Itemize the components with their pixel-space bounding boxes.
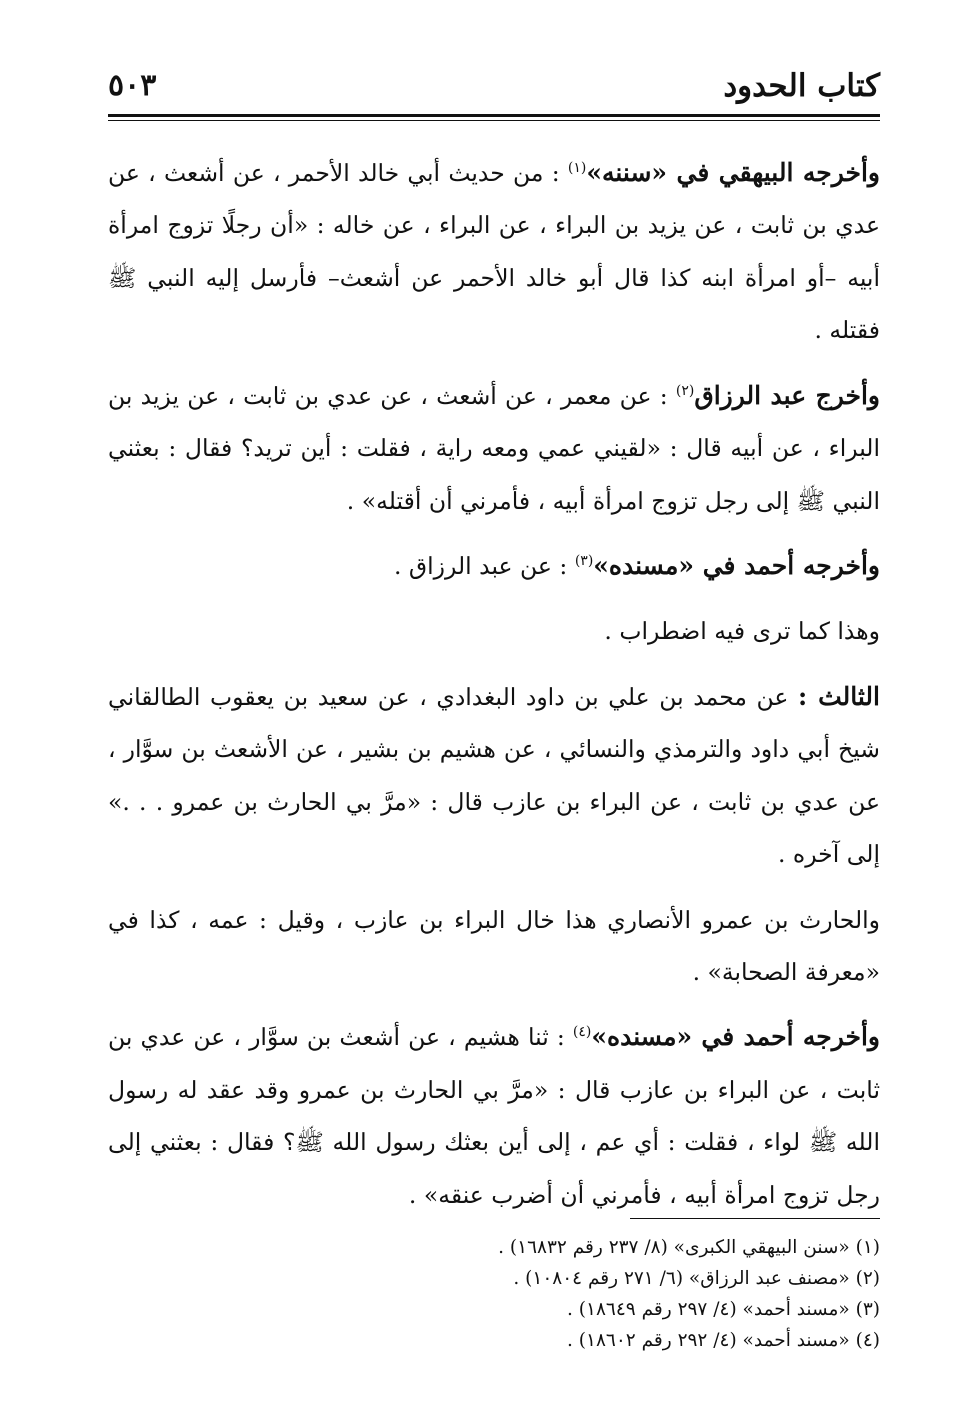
paragraph: [108, 535, 880, 592]
header-rule-thick: [108, 114, 880, 117]
paragraph: [108, 889, 880, 999]
footnote: (٣) «مسند أحمد» (٤/ ٢٩٧ رقم ١٨٦٤٩) .: [567, 1299, 880, 1320]
book-page: [108, 60, 880, 1351]
footnote-ref: (٢): [675, 382, 695, 399]
footnote-separator: [630, 1218, 880, 1219]
paragraph-lead: وأخرجه أحمد في «مسنده»: [593, 550, 880, 580]
paragraph-text: والحارث بن عمرو الأنصاري هذا خال البراء بن عازب ، وقيل : عمه ، كذا في «معرفة الصحابة» .: [108, 905, 880, 986]
paragraph: [108, 666, 880, 881]
page-header: [108, 60, 880, 108]
paragraph-text: : عن عبد الرزاق .: [393, 551, 575, 580]
footnote-ref: (٤): [572, 1024, 592, 1041]
footnote: (٤) «مسند أحمد» (٤/ ٢٩٢ رقم ١٨٦٠٢) .: [567, 1330, 880, 1351]
page-number: ٥٠٣: [108, 68, 157, 103]
header-rule-thin: [108, 120, 880, 121]
paragraph: [108, 1006, 880, 1221]
footnote: (١) «سنن البيهقي الكبرى» (٨/ ٢٣٧ رقم ١٦٨٣٢) .: [498, 1237, 880, 1258]
footnote-ref: (٣): [574, 553, 594, 570]
paragraph-text: : من حديث أبي خالد الأحمر ، عن أشعث ، عن عدي بن ثابت ، عن يزيد بن البراء ، عن البراء ، عن خاله : «أن رجلًا تزوج امرأة أبيه –أو امرأة ابنه كذا قال أبو خالد الأحمر عن أشعث– فأرسل إليه النبي ﷺ فقتله .: [108, 158, 880, 345]
paragraph: [108, 365, 880, 527]
paragraph-lead: وأخرج عبد الرزاق: [694, 380, 880, 410]
paragraph-lead: وأخرجه البيهقي في «سننه»: [586, 157, 880, 187]
paragraph: [108, 600, 880, 657]
footnote: (٢) «مصنف عبد الرزاق» (٦/ ٢٧١ رقم ١٠٨٠٤) .: [513, 1268, 880, 1289]
footnote-ref: (١): [567, 160, 587, 176]
paragraph-text: : ثنا هشيم ، عن أشعث بن سوَّار ، عن عدي بن ثابت ، عن البراء بن عازب قال : «مرَّ بي الحارث بن عمرو وقد عقد له رسول الله ﷺ لواء ، فقلت : أي عم ، إلى أين بعثك رسول الله ﷺ؟ فقال : بعثني إلى رجل تزوج امرأة أبيه ، فأمرني أن أضرب عنقه» .: [108, 1023, 880, 1209]
chapter-title: كتاب الحدود: [723, 68, 880, 104]
paragraph-text: : عن معمر ، عن أشعث ، عن عدي بن ثابت ، عن يزيد بن البراء ، عن أبيه قال : «لقيني عمي ومعه راية ، فقلت : أين تريد؟ فقال : بعثني النبي ﷺ إلى رجل تزوج امرأة أبيه ، فأمرني أن أقتله» .: [108, 381, 880, 515]
paragraph: [108, 142, 880, 357]
paragraph-lead: الثالث :: [798, 681, 880, 711]
paragraph-lead: وأخرجه أحمد في «مسنده»: [591, 1022, 880, 1052]
paragraph-text: عن محمد بن علي بن داود البغدادي ، عن سعيد بن يعقوب الطالقاني شيخ أبي داود والترمذي والنسائي ، عن هشيم بن بشير ، عن الأشعث بن سوَّار ، عن عدي بن ثابت ، عن البراء بن عازب قال : «مرَّ بي الحارث بن عمرو . . .» إلى آخره .: [108, 682, 880, 869]
main-text: [108, 142, 880, 1229]
paragraph-text: وهذا كما ترى فيه اضطراب .: [604, 617, 880, 646]
footnotes: [108, 1232, 880, 1356]
